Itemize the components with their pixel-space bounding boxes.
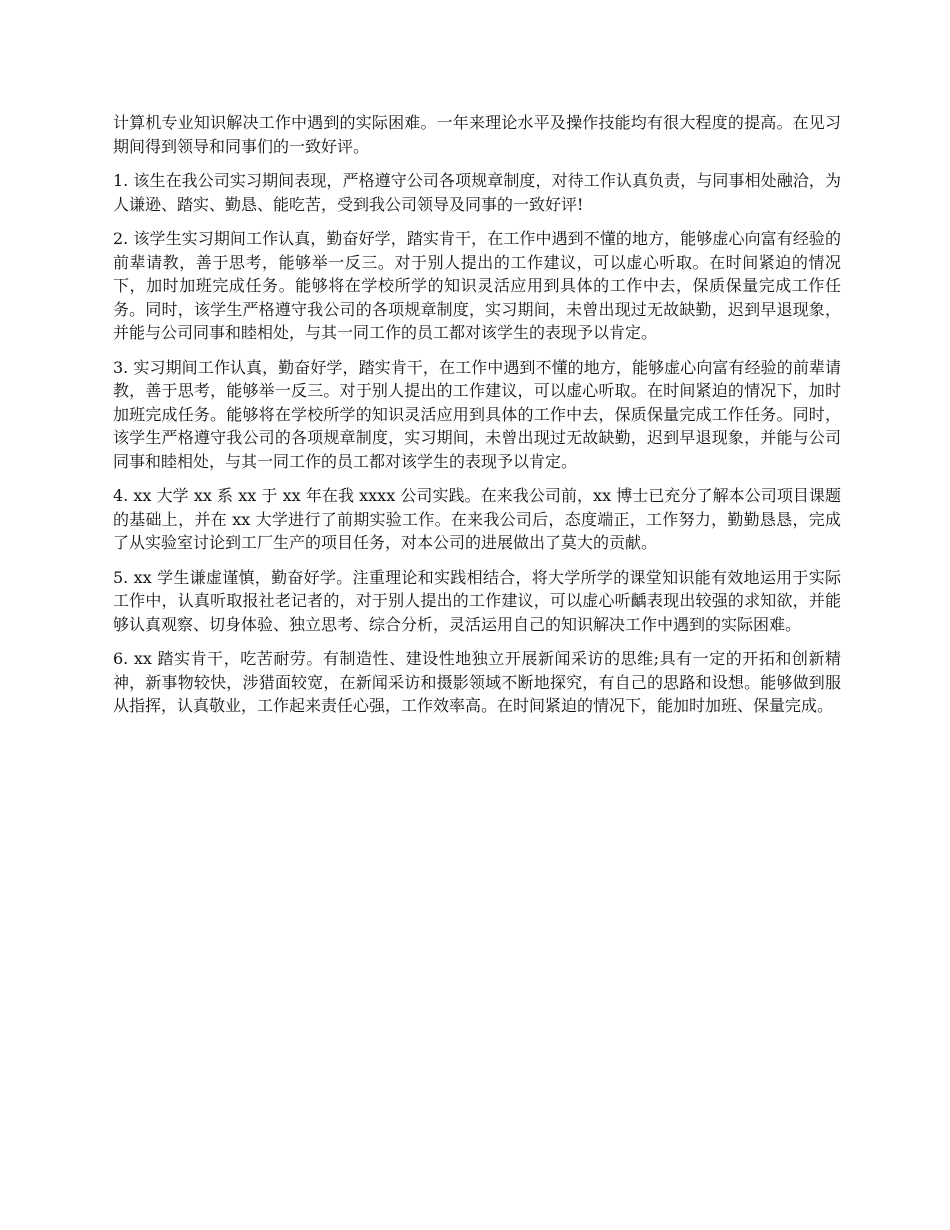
paragraph-item-5: 5. xx 学生谦虚谨慎，勤奋好学。注重理论和实践相结合，将大学所学的课堂知识能有效地运用于实际工作中，认真听取报社老记者的，对于别人提出的工作建议，可以虚心听齲表现出较强的求知欲，并能够认真观察、切身体验、独立思考、综合分析，灵活运用自己的知识解决工作中遇到的实际困难。 <box>113 567 841 634</box>
paragraph-item-4: 4. xx 大学 xx 系 xx 于 xx 年在我 xxxx 公司实践。在来我公司前，xx 博士已充分了解本公司项目课题的基础上，并在 xx 大学进行了前期实验工作。在来我公司后，态度端正，工作努力，勤勤恳恳，完成了从实验室讨论到工厂生产的项目任务，对本公司的进展做出了莫大的贡献。 <box>113 486 841 552</box>
paragraph-item-1: 1. 该生在我公司实习期间表现，严格遵守公司各项规章制度，对待工作认真负责，与同事相处融洽，为人谦逊、踏实、勤恳、能吃苦，受到我公司领导及同事的一致好评! <box>113 171 841 214</box>
paragraph-intro: 计算机专业知识解决工作中遇到的实际困难。一年来理论水平及操作技能均有很大程度的提高。在见习期间得到领导和同事们的一致好评。 <box>113 113 841 156</box>
document-body <box>113 111 841 729</box>
paragraph-item-3: 3. 实习期间工作认真，勤奋好学，踏实肯干，在工作中遇到不懂的地方，能够虚心向富有经验的前辈请教，善于思考，能够举一反三。对于别人提出的工作建议，可以虚心听取。在时间紧迫的情况下，加时加班完成任务。能够将在学校所学的知识灵活应用到具体的工作中去，保质保量完成工作任务。同时，该学生严格遵守我公司的各项规章制度，实习期间，未曾出现过无故缺勤，迟到早退现象，并能与公司同事和睦相处，与其一同工作的员工都对该学生的表现予以肯定。 <box>113 357 841 471</box>
paragraph-item-2: 2. 该学生实习期间工作认真，勤奋好学，踏实肯干，在工作中遇到不懂的地方，能够虚心向富有经验的前辈请教，善于思考，能够举一反三。对于别人提出的工作建议，可以虚心听取。在时间紧迫的情况下，加时加班完成任务。能够将在学校所学的知识灵活应用到具体的工作中去，保质保量完成工作任务。同时，该学生严格遵守我公司的各项规章制度，实习期间，未曾出现过无故缺勤，迟到早退现象，并能与公司同事和睦相处，与其一同工作的员工都对该学生的表现予以肯定。 <box>113 229 841 342</box>
paragraph-item-6: 6. xx 踏实肯干，吃苦耐劳。有制造性、建设性地独立开展新闻采访的思维;具有一定的开拓和创新精神，新事物较快，涉猎面较宽，在新闻采访和摄影领域不断地探究，有自己的思路和设想。能够做到服从指挥，认真敬业，工作起来责任心强，工作效率高。在时间紧迫的情况下，能加时加班、保量完成。 <box>113 649 841 715</box>
